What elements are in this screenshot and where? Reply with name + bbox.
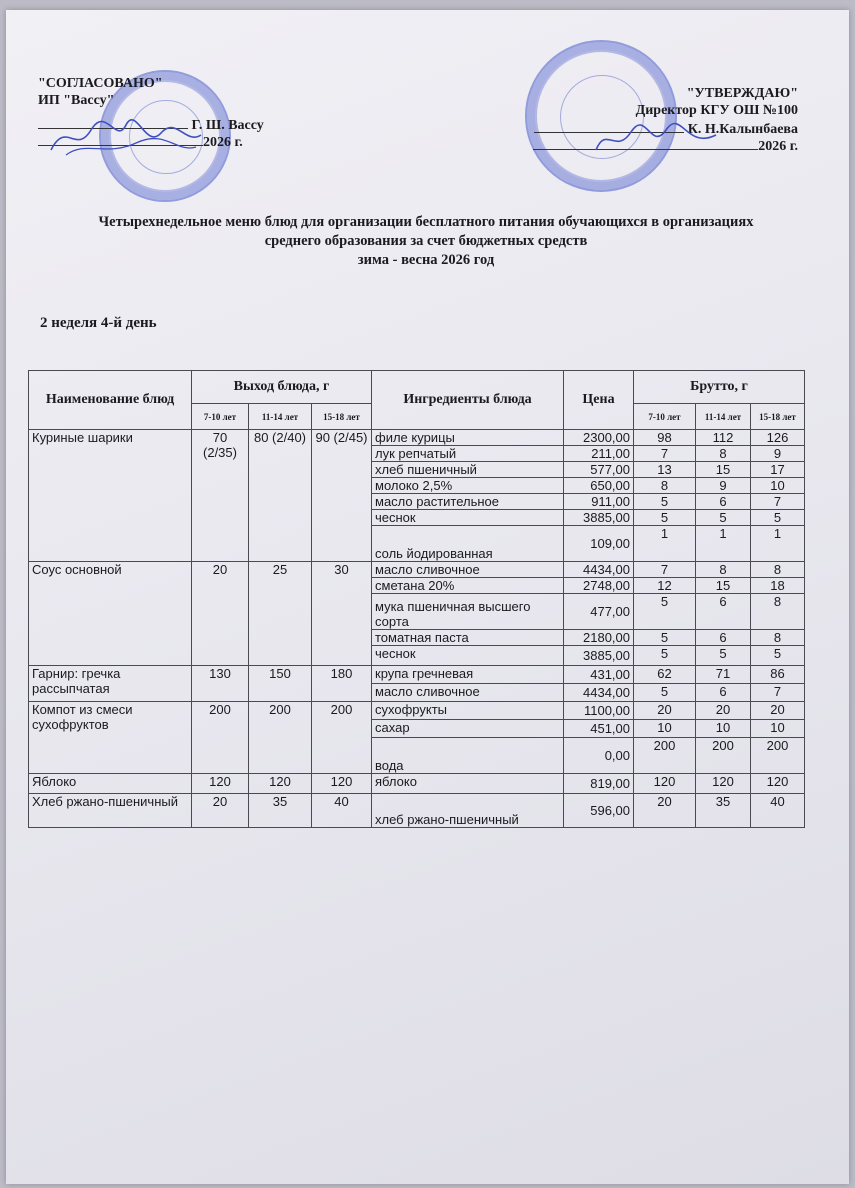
ingredient-gross-age-3: 20: [751, 702, 805, 720]
dish-output-age-1: 130: [192, 666, 249, 702]
dish-output-age-2: 200: [249, 702, 312, 774]
ingredient-name: хлеб пшеничный: [372, 462, 564, 478]
ingredient-gross-age-2: 5: [696, 510, 751, 526]
ingredient-name: масло растительное: [372, 494, 564, 510]
dish-output-age-2: 35: [249, 794, 312, 828]
ingredient-gross-age-2: 9: [696, 478, 751, 494]
table-row: [29, 702, 805, 720]
dish-name: Соус основной: [29, 562, 192, 666]
ingredient-price: 2300,00: [564, 430, 634, 446]
ingredient-name: мука пшеничная высшего сорта: [372, 594, 564, 630]
dish-output-age-3: 180: [312, 666, 372, 702]
header-gross-age-1: 7-10 лет: [634, 404, 696, 430]
approval-right-name: К. Н.Калынбаева: [687, 122, 798, 137]
dish-output-age-1: 70 (2/35): [192, 430, 249, 562]
ingredient-gross-age-2: 71: [696, 666, 751, 684]
ingredient-gross-age-1: 7: [634, 446, 696, 462]
menu-title: [26, 213, 826, 270]
ingredient-gross-age-2: 5: [696, 646, 751, 666]
ingredient-gross-age-2: 15: [696, 462, 751, 478]
ingredient-gross-age-3: 86: [751, 666, 805, 684]
ingredient-name: чеснок: [372, 646, 564, 666]
dish-output-age-1: 200: [192, 702, 249, 774]
ingredient-gross-age-1: 20: [634, 702, 696, 720]
ingredient-gross-age-2: 112: [696, 430, 751, 446]
ingredient-gross-age-1: 5: [634, 630, 696, 646]
day-label: 2 неделя 4-й день: [40, 315, 157, 331]
ingredient-gross-age-2: 8: [696, 446, 751, 462]
ingredient-price: 819,00: [564, 774, 634, 794]
header-price: Цена: [564, 371, 634, 430]
dish-output-age-3: 90 (2/45): [312, 430, 372, 562]
ingredient-gross-age-1: 5: [634, 684, 696, 702]
ingredient-price: 4434,00: [564, 684, 634, 702]
ingredient-price: 431,00: [564, 666, 634, 684]
title-line-1: Четырехнедельное меню блюд для организации бесплатного питания обучающихся в организациях: [98, 214, 754, 230]
ingredient-gross-age-1: 5: [634, 494, 696, 510]
title-line-2: среднего образования за счет бюджетных средств: [264, 233, 588, 249]
ingredient-gross-age-3: 8: [751, 562, 805, 578]
ingredient-name: яблоко: [372, 774, 564, 794]
ingredient-gross-age-2: 6: [696, 630, 751, 646]
ingredient-price: 3885,00: [564, 646, 634, 666]
ingredient-gross-age-2: 6: [696, 494, 751, 510]
ingredient-gross-age-2: 6: [696, 594, 751, 630]
ingredient-price: 577,00: [564, 462, 634, 478]
ingredient-name: молоко 2,5%: [372, 478, 564, 494]
ingredient-gross-age-1: 5: [634, 510, 696, 526]
ingredient-gross-age-1: 62: [634, 666, 696, 684]
dish-output-age-2: 150: [249, 666, 312, 702]
ingredient-name: соль йодированная: [372, 526, 564, 562]
approval-left-label: "СОГЛАСОВАНО": [38, 76, 163, 91]
ingredient-name: масло сливочное: [372, 684, 564, 702]
dish-name: Гарнир: гречка рассыпчатая: [29, 666, 192, 702]
dish-name: Куриные шарики: [29, 430, 192, 562]
document-page: [6, 10, 849, 1184]
header-output-age-1: 7-10 лет: [192, 404, 249, 430]
ingredient-name: сахар: [372, 720, 564, 738]
ingredient-gross-age-1: 10: [634, 720, 696, 738]
ingredient-price: 451,00: [564, 720, 634, 738]
header-ingredients: Ингредиенты блюда: [372, 371, 564, 430]
ingredient-name: лук репчатый: [372, 446, 564, 462]
ingredient-gross-age-3: 10: [751, 478, 805, 494]
approval-left-org: ИП "Вассу": [38, 93, 115, 108]
ingredient-gross-age-2: 20: [696, 702, 751, 720]
ingredient-gross-age-3: 200: [751, 738, 805, 774]
ingredient-gross-age-2: 6: [696, 684, 751, 702]
ingredient-name: филе курицы: [372, 430, 564, 446]
ingredient-gross-age-3: 8: [751, 630, 805, 646]
signature-left: [46, 115, 206, 160]
ingredient-gross-age-1: 120: [634, 774, 696, 794]
ingredient-gross-age-3: 120: [751, 774, 805, 794]
ingredient-name: сметана 20%: [372, 578, 564, 594]
ingredient-name: масло сливочное: [372, 562, 564, 578]
signature-right: [591, 120, 721, 160]
approval-right-year: 2026 г.: [758, 139, 798, 154]
ingredient-gross-age-2: 10: [696, 720, 751, 738]
ingredient-gross-age-3: 40: [751, 794, 805, 828]
ingredient-price: 911,00: [564, 494, 634, 510]
dish-output-age-3: 200: [312, 702, 372, 774]
ingredient-gross-age-3: 8: [751, 594, 805, 630]
ingredient-gross-age-1: 20: [634, 794, 696, 828]
dish-output-age-2: 80 (2/40): [249, 430, 312, 562]
dish-output-age-3: 120: [312, 774, 372, 794]
table-row: [29, 794, 805, 828]
approval-left-year: 2026 г.: [203, 135, 243, 150]
header-gross: Брутто, г: [634, 371, 805, 404]
ingredient-gross-age-1: 7: [634, 562, 696, 578]
ingredient-price: 3885,00: [564, 510, 634, 526]
ingredient-gross-age-2: 35: [696, 794, 751, 828]
ingredient-price: 211,00: [564, 446, 634, 462]
dish-name: Компот из смеси сухофруктов: [29, 702, 192, 774]
ingredient-price: 2748,00: [564, 578, 634, 594]
ingredient-gross-age-3: 7: [751, 494, 805, 510]
table-row: [29, 774, 805, 794]
dish-output-age-3: 30: [312, 562, 372, 666]
header-gross-age-3: 15-18 лет: [751, 404, 805, 430]
ingredient-gross-age-1: 5: [634, 594, 696, 630]
header-dish-name: Наименование блюд: [29, 371, 192, 430]
dish-output-age-2: 25: [249, 562, 312, 666]
ingredient-price: 0,00: [564, 738, 634, 774]
ingredient-gross-age-3: 5: [751, 646, 805, 666]
ingredient-gross-age-2: 15: [696, 578, 751, 594]
ingredient-price: 2180,00: [564, 630, 634, 646]
ingredient-name: крупа гречневая: [372, 666, 564, 684]
ingredient-name: хлеб ржано-пшеничный: [372, 794, 564, 828]
ingredient-gross-age-3: 18: [751, 578, 805, 594]
ingredient-gross-age-1: 98: [634, 430, 696, 446]
dish-output-age-2: 120: [249, 774, 312, 794]
menu-table-body: [29, 430, 805, 828]
ingredient-gross-age-2: 120: [696, 774, 751, 794]
approval-right-position: Директор КГУ ОШ №100: [635, 103, 798, 118]
ingredient-price: 596,00: [564, 794, 634, 828]
ingredient-gross-age-3: 126: [751, 430, 805, 446]
approval-left-name: Г. Ш. Вассу: [191, 118, 264, 133]
dish-name: Хлеб ржано-пшеничный: [29, 794, 192, 828]
ingredient-gross-age-1: 5: [634, 646, 696, 666]
ingredient-gross-age-2: 1: [696, 526, 751, 562]
approval-right-label: "УТВЕРЖДАЮ": [686, 86, 798, 101]
ingredient-name: чеснок: [372, 510, 564, 526]
ingredient-name: сухофрукты: [372, 702, 564, 720]
ingredient-name: томатная паста: [372, 630, 564, 646]
ingredient-gross-age-3: 17: [751, 462, 805, 478]
ingredient-gross-age-1: 13: [634, 462, 696, 478]
menu-table: [28, 370, 805, 828]
table-row: [29, 666, 805, 684]
ingredient-price: 1100,00: [564, 702, 634, 720]
header-output-age-2: 11-14 лет: [249, 404, 312, 430]
ingredient-gross-age-3: 5: [751, 510, 805, 526]
ingredient-gross-age-3: 7: [751, 684, 805, 702]
header-gross-age-2: 11-14 лет: [696, 404, 751, 430]
ingredient-gross-age-1: 200: [634, 738, 696, 774]
ingredient-price: 650,00: [564, 478, 634, 494]
dish-name: Яблоко: [29, 774, 192, 794]
title-line-3: зима - весна 2026 год: [357, 252, 495, 268]
dish-output-age-3: 40: [312, 794, 372, 828]
header-output-age-3: 15-18 лет: [312, 404, 372, 430]
ingredient-price: 477,00: [564, 594, 634, 630]
ingredient-price: 109,00: [564, 526, 634, 562]
ingredient-gross-age-1: 12: [634, 578, 696, 594]
dish-output-age-1: 20: [192, 562, 249, 666]
ingredient-gross-age-3: 1: [751, 526, 805, 562]
ingredient-gross-age-3: 9: [751, 446, 805, 462]
ingredient-price: 4434,00: [564, 562, 634, 578]
table-row: [29, 430, 805, 446]
table-row: [29, 562, 805, 578]
ingredient-gross-age-1: 8: [634, 478, 696, 494]
dish-output-age-1: 120: [192, 774, 249, 794]
header-output: Выход блюда, г: [192, 371, 372, 404]
ingredient-gross-age-3: 10: [751, 720, 805, 738]
ingredient-gross-age-2: 8: [696, 562, 751, 578]
ingredient-gross-age-1: 1: [634, 526, 696, 562]
dish-output-age-1: 20: [192, 794, 249, 828]
ingredient-gross-age-2: 200: [696, 738, 751, 774]
ingredient-name: вода: [372, 738, 564, 774]
